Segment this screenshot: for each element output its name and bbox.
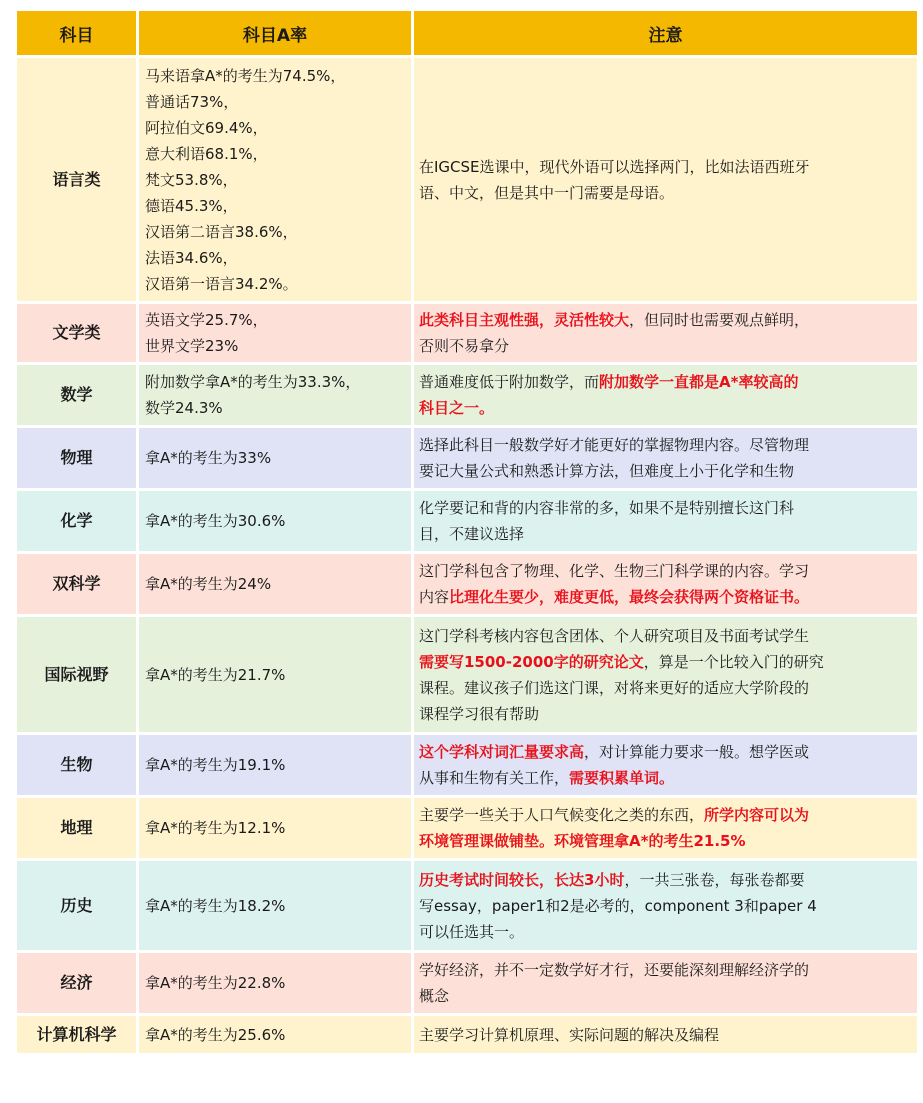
note-text: 可以任选其一。 — [419, 922, 525, 941]
table-row — [17, 491, 917, 551]
header-row — [17, 11, 917, 55]
note-line — [419, 558, 911, 584]
table-row — [17, 58, 917, 301]
subject-cell: 物理 — [17, 428, 136, 488]
note-text: 普通难度低于附加数学，而 — [419, 373, 600, 391]
highlight-text: 科目之一。 — [419, 399, 495, 417]
note-text: 从事和生物有关工作， — [419, 769, 570, 787]
subject-table — [14, 8, 920, 1056]
table-row — [17, 735, 917, 795]
note-line — [419, 675, 911, 701]
subject-cell: 数学 — [17, 365, 136, 425]
rate-line: 汉语第一语言34.2%。 — [145, 274, 298, 293]
header-subject: 科目 — [17, 11, 136, 55]
rate-line: 拿A*的考生为33% — [145, 449, 272, 467]
note-text: 在IGCSE选课中，现代外语可以选择两门，比如法语西班牙 — [419, 157, 810, 176]
highlight-text: 附加数学一直都是A*率较高的 — [599, 373, 799, 391]
note-cell — [414, 491, 917, 551]
note-line — [419, 495, 911, 521]
note-line — [419, 395, 911, 421]
table-row — [17, 428, 917, 488]
note-cell — [414, 861, 917, 950]
subject-cell: 双科学 — [17, 554, 136, 614]
highlight-text: 此类科目主观性强，灵活性较大 — [419, 311, 630, 329]
note-cell — [414, 798, 917, 858]
note-text: ，算是一个比较入门的研究 — [643, 652, 824, 671]
highlight-text: 环境管理课做铺垫。环境管理拿A*的考生21.5% — [419, 832, 746, 850]
table-row — [17, 554, 917, 614]
rate-cell — [139, 617, 411, 732]
header-note: 注意 — [414, 11, 917, 55]
note-text: 这门学科包含了物理、化学、生物三门科学课的内容。学习 — [419, 562, 810, 580]
note-cell — [414, 58, 917, 301]
rate-line: 阿拉伯文69.4%， — [145, 118, 268, 137]
note-text: 化学要记和背的内容非常的多，如果不是特别擅长这门科 — [419, 499, 795, 517]
note-line — [419, 432, 911, 458]
note-cell — [414, 617, 917, 732]
rate-line: 梵文53.8%， — [145, 170, 238, 189]
subject-cell: 生物 — [17, 735, 136, 795]
note-text: 内容 — [419, 588, 450, 606]
highlight-text: 需要写1500-2000字的研究论文 — [419, 652, 644, 671]
rate-line: 意大利语68.1%， — [145, 144, 268, 163]
note-line — [419, 369, 911, 395]
rate-cell — [139, 491, 411, 551]
table-row — [17, 953, 917, 1013]
rate-line: 拿A*的考生为21.7% — [145, 665, 286, 684]
note-line — [419, 802, 911, 828]
highlight-text: 所学内容可以为 — [704, 806, 810, 824]
highlight-text: 比理化生要少，难度更低，最终会获得两个资格证书。 — [449, 588, 810, 606]
note-text: 课程学习很有帮助 — [419, 704, 540, 723]
note-line — [419, 333, 911, 359]
note-line — [419, 701, 911, 727]
note-text: 主要学一些关于人口气候变化之类的东西， — [419, 806, 705, 824]
highlight-text: 需要积累单词。 — [569, 769, 675, 787]
note-line — [419, 623, 911, 649]
subject-cell: 计算机科学 — [17, 1016, 136, 1053]
note-line — [419, 584, 911, 610]
note-line — [419, 919, 911, 945]
subject-cell: 经济 — [17, 953, 136, 1013]
note-cell — [414, 1016, 917, 1053]
note-line — [419, 867, 911, 893]
note-text: ，对计算能力要求一般。想学医或 — [584, 743, 810, 761]
rate-cell — [139, 735, 411, 795]
note-cell — [414, 735, 917, 795]
note-line — [419, 957, 911, 983]
note-text: 这门学科考核内容包含团体、个人研究项目及书面考试学生 — [419, 626, 810, 645]
note-text: 否则不易拿分 — [419, 337, 510, 355]
rate-line: 法语34.6%， — [145, 248, 238, 267]
rate-line: 拿A*的考生为12.1% — [145, 819, 286, 837]
note-text: 选择此科目一般数学好才能更好的掌握物理内容。尽管物理 — [419, 436, 810, 454]
note-text: ，但同时也需要观点鲜明， — [629, 311, 810, 329]
rate-line: 德语45.3%， — [145, 196, 238, 215]
highlight-text: 这个学科对词汇量要求高 — [419, 743, 585, 761]
rate-line: 拿A*的考生为18.2% — [145, 896, 286, 915]
note-line — [419, 983, 911, 1009]
highlight-text: 历史考试时间较长，长达3小时 — [419, 870, 625, 889]
table-row — [17, 365, 917, 425]
rate-line: 世界文学23% — [145, 337, 239, 355]
rate-line: 马来语拿A*的考生为74.5%， — [145, 66, 346, 85]
note-line — [419, 765, 911, 791]
note-line — [419, 649, 911, 675]
rate-line: 英语文学25.7%， — [145, 311, 268, 329]
rate-line: 数学24.3% — [145, 399, 223, 417]
rate-line: 拿A*的考生为19.1% — [145, 756, 286, 774]
rate-cell — [139, 861, 411, 950]
note-text: 目，不建议选择 — [419, 525, 525, 543]
rate-cell — [139, 953, 411, 1013]
note-text: 语、中文，但是其中一门需要是母语。 — [419, 183, 675, 202]
rate-cell — [139, 1016, 411, 1053]
subject-cell: 历史 — [17, 861, 136, 950]
subject-cell: 化学 — [17, 491, 136, 551]
note-text: 学好经济，并不一定数学好才行，还要能深刻理解经济学的 — [419, 961, 810, 979]
table-row — [17, 1016, 917, 1053]
note-line — [419, 828, 911, 854]
note-text: 课程。建议孩子们选这门课，对将来更好的适应大学阶段的 — [419, 678, 810, 697]
table-body — [17, 58, 917, 1053]
rate-cell — [139, 428, 411, 488]
note-text: 写essay，paper1和2是必考的，component 3和paper 4 — [419, 896, 817, 915]
note-line — [419, 180, 911, 206]
rate-line: 拿A*的考生为25.6% — [145, 1025, 286, 1044]
rate-line: 汉语第二语言38.6%， — [145, 222, 298, 241]
note-cell — [414, 554, 917, 614]
rate-line: 拿A*的考生为22.8% — [145, 974, 286, 992]
rate-cell — [139, 304, 411, 362]
table-row — [17, 798, 917, 858]
rate-line: 拿A*的考生为24% — [145, 575, 272, 593]
subject-cell: 国际视野 — [17, 617, 136, 732]
rate-cell — [139, 365, 411, 425]
note-line — [419, 739, 911, 765]
note-text: ，一共三张卷，每张卷都要 — [624, 870, 805, 889]
rate-line: 普通话73%， — [145, 92, 239, 111]
rate-line: 拿A*的考生为30.6% — [145, 512, 286, 530]
note-line — [419, 521, 911, 547]
rate-cell — [139, 58, 411, 301]
note-text: 概念 — [419, 987, 450, 1005]
note-text: 要记大量公式和熟悉计算方法，但难度上小于化学和生物 — [419, 462, 795, 480]
note-line — [419, 307, 911, 333]
note-cell — [414, 304, 917, 362]
note-cell — [414, 365, 917, 425]
note-line — [419, 154, 911, 180]
rate-cell — [139, 554, 411, 614]
subject-cell: 地理 — [17, 798, 136, 858]
table-row — [17, 861, 917, 950]
note-text: 主要学习计算机原理、实际问题的解决及编程 — [419, 1025, 720, 1044]
note-line — [419, 893, 911, 919]
subject-cell: 文学类 — [17, 304, 136, 362]
note-cell — [414, 428, 917, 488]
rate-line: 附加数学拿A*的考生为33.3%， — [145, 373, 361, 391]
table-row — [17, 617, 917, 732]
note-cell — [414, 953, 917, 1013]
rate-cell — [139, 798, 411, 858]
note-line — [419, 1022, 911, 1048]
subject-cell: 语言类 — [17, 58, 136, 301]
table-row — [17, 304, 917, 362]
note-line — [419, 458, 911, 484]
header-rate: 科目A率 — [139, 11, 411, 55]
